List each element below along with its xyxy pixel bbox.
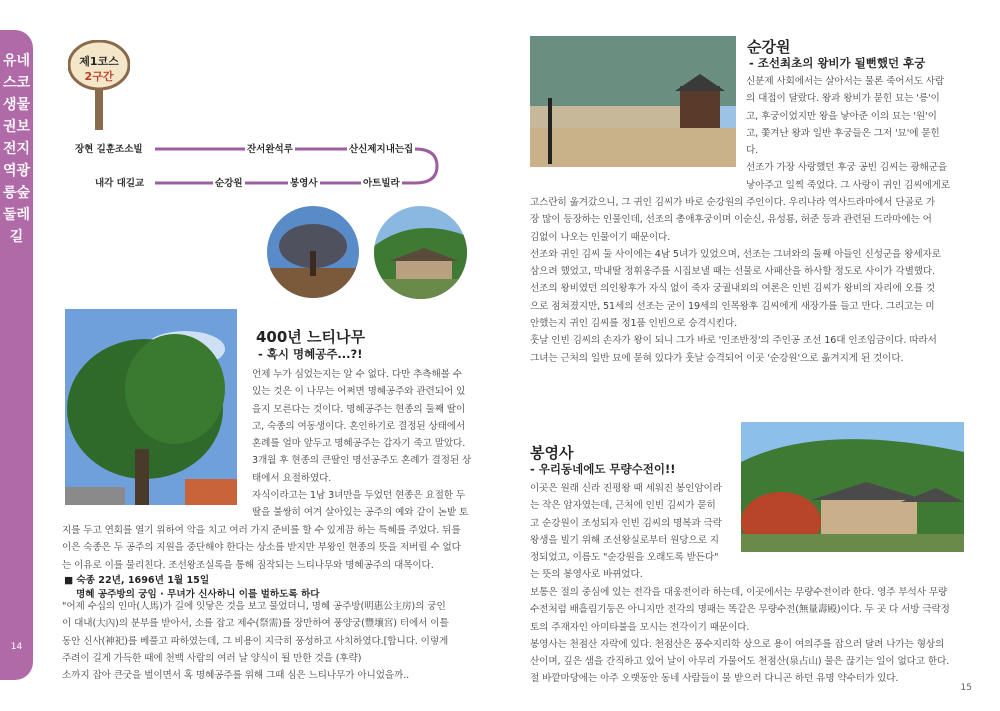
- bongyeongsa-photo: [741, 422, 964, 552]
- text-line: 선조의 왕비였던 의인왕후가 자식 없이 죽자 궁궐내외의 여론은 인빈 김씨가 왕비의 자리에 오를 것: [530, 283, 936, 295]
- text-line: 는 뜻의 봉영사로 바뀌었다.: [530, 569, 643, 581]
- text-line: 김없이 나오는 인물이기 때문이다.: [530, 231, 671, 243]
- text-line: 장 많이 등장하는 인물인데, 선조의 총애후궁이며 이순신, 유성룡, 허준 등과 관련된 드라마에는 어: [530, 214, 932, 226]
- tree-section-title: 400년 느티나무: [256, 328, 365, 346]
- route-stop: 아트빌라: [361, 175, 402, 189]
- tree-circle-photo: [267, 206, 359, 298]
- text-line: 이곳은 원래 신라 진평왕 때 세워진 봉인암이라: [530, 483, 722, 494]
- text-line: 이은 숙종은 두 공주의 지원을 중단해야 한다는 상소를 받지만 부왕인 현종의 뜻을 저버릴 수 없다: [62, 542, 461, 554]
- text-line: 훗날 인빈 김씨의 손자가 왕이 되니 그가 바로 '인조반정'의 주인공 조선 16대 인조임금이다. 따라서: [530, 335, 937, 347]
- sungangwon-subtitle: - 조선최초의 왕비가 될뻔했던 후궁: [749, 56, 926, 70]
- sungangwon-title: 순강원: [747, 38, 791, 56]
- course-sign-line2: 2구간: [84, 70, 114, 83]
- text-line: 이 대내(大內)의 분부를 받아서, 소를 잡고 제수(祭需)를 장만하여 풍양궁(豐壤宮) 터에서 이틀: [62, 618, 449, 630]
- tree-section-subtitle: - 혹시 명혜공주...?!: [258, 347, 363, 361]
- bongyeongsa-text-wide: [530, 584, 974, 688]
- route-stop: 산신제지내는집: [347, 141, 415, 155]
- text-line: 토의 주재자인 아미타불을 모시는 전각이기 때문이다.: [530, 621, 750, 633]
- record-subtitle: 명혜 공주방의 궁임 · 무녀가 신사하니 이를 벌하도록 하다: [76, 589, 320, 600]
- text-line: 의 대접이 달랐다. 왕과 왕비가 묻힌 묘는 '릉'이: [746, 93, 940, 105]
- text-line: 고스란히 옮겨갔으니, 그 귀인 김씨가 바로 순강원의 주인이다. 우리나라 역사드라마에서 단골로 가: [530, 197, 936, 208]
- page-number-left: 14: [10, 642, 23, 652]
- text-line: 고, 숙종의 여동생이다. 혼인하기로 결정된 상태에서: [252, 420, 466, 432]
- text-line: 3개월 후 현종의 큰딸인 명선공주도 혼례가 결정된 상: [252, 455, 472, 467]
- course-sign-line1: 제1코스: [79, 55, 119, 68]
- route-map: [65, 135, 445, 195]
- text-line: 있는 것은 이 나무는 어쩌면 명혜공주와 관련되어 있: [252, 386, 466, 398]
- text-line: 선조와 귀인 김씨 둘 사이에는 4남 5녀가 있었으며, 선조는 그녀와의 둘째 아들인 신성군을 왕세자로: [530, 248, 941, 260]
- text-line: 언제 누가 심었는지는 알 수 없다. 다만 추측해볼 수: [252, 369, 462, 380]
- text-line: 는 이유로 이를 물리친다. 조선왕조실록을 통해 짐작되는 느티나무와 명혜공주의 대목이다.: [62, 559, 434, 571]
- text-line: 수전처럼 배흘림기둥은 아니지만 전각의 명패는 똑같은 무량수전(無量壽殿)이다. 두 곳 다 서방 극락정: [530, 604, 950, 616]
- text-line: 왕생을 빌기 위해 조선왕실로부터 원당으로 지: [530, 534, 719, 546]
- text-line: 낳아주고 일찍 죽었다. 그 사랑이 귀인 김씨에게로: [746, 179, 950, 191]
- route-stop: 장현 길훈조소빌: [73, 141, 145, 155]
- text-line: 혼례를 얼마 앞두고 명혜공주는 갑자기 죽고 말았다.: [252, 438, 466, 450]
- text-line: 을지 모른다는 것이다. 명혜공주는 현종의 둘째 딸이: [252, 403, 466, 415]
- sungangwon-text-wide: [530, 194, 974, 367]
- text-line: 고 순강원이 조성되자 인빈 김씨의 명복과 극락: [530, 517, 722, 529]
- text-line: 으로 점쳐졌지만, 51세의 선조는 굳이 19세의 인목왕후 김씨에게 새장가를 들고 만다. 그리고는 미: [530, 300, 935, 312]
- route-stop: 잔서완석루: [245, 141, 295, 155]
- bongyeongsa-subtitle: - 우리동네에도 무량수전이!!: [530, 462, 676, 476]
- text-line: 산이며, 깊은 샘을 간직하고 있어 날이 아무리 가물어도 천점산(泉占山) 물은 끊기는 일이 없다고 한다.: [530, 656, 950, 668]
- text-line: 태에서 요절하였다.: [252, 472, 332, 484]
- text-line: 고, 후궁이었지만 왕을 낳아준 이의 묘는 '원'이: [746, 110, 937, 122]
- sidebar: [0, 30, 33, 680]
- tree-section-text-wide: [62, 522, 486, 574]
- zelkova-tree-photo: [65, 309, 237, 505]
- route-stop: 봉영사: [288, 175, 320, 189]
- text-line: 고, 쫓겨난 왕과 일반 후궁들은 그저 '묘'에 묻힌: [746, 127, 940, 139]
- temple-circle-photo: [374, 206, 467, 299]
- text-line: "어제 수십의 인마(人馬)가 길에 잇닿은 것을 보고 물었더니, 명혜 공주방(明惠公主房)의 궁인: [62, 601, 446, 612]
- text-line: 신분제 사회에서는 살아서는 물론 죽어서도 사람: [746, 76, 945, 87]
- text-line: 딸을 불쌍히 여겨 살아있는 공주의 예와 같이 논밭 토: [252, 507, 469, 519]
- page-number-right: 15: [960, 683, 972, 693]
- text-line: 는 작은 암자였는데, 근처에 인빈 김씨가 묻히: [530, 500, 716, 512]
- text-line: 정되었고, 이름도 "순강원을 오래도록 받든다": [530, 552, 719, 564]
- tree-section-text-narrow: [252, 366, 482, 522]
- text-line: 지를 두고 연회를 열기 위하여 악을 치고 여러 가지 준비를 할 수 있게끔 하는 특혜를 주었다. 뒤를: [62, 525, 461, 536]
- text-line: 다.: [746, 145, 759, 157]
- text-line: 자식이라고는 1남 3녀만을 두었던 현종은 요절한 두: [252, 490, 466, 502]
- text-line: 삼으려 했었고, 막내딸 정휘옹주를 시집보낼 때는 선물로 사패산을 하사할 정도로 사이가 각별했다.: [530, 266, 936, 278]
- text-line: 동안 신사(神祀)를 베풀고 파하였는데, 그 비용이 지극히 풍성하고 사치하였다.[합니다. 이렇게: [62, 635, 449, 647]
- record-title: ■ 숙종 22년, 1696년 1월 15일: [64, 575, 210, 586]
- bongyeongsa-text-narrow: [530, 480, 740, 584]
- sungangwon-text-narrow: [746, 73, 972, 194]
- text-line: 그녀는 근처의 일반 묘에 묻혀 있다가 훗날 승격되어 이곳 '순강원'으로 옮겨지게 된 것이다.: [530, 352, 904, 364]
- record-quote: [62, 598, 486, 684]
- text-line: 주려이 길게 가득한 때에 천백 사람의 여러 날 양식이 될 만한 것을 (후략): [62, 652, 362, 664]
- sungangwon-photo: [530, 36, 736, 167]
- text-line: 소까지 잡아 큰굿을 벌이면서 혹 명혜공주를 위해 그때 심은 느티나무가 아니었을까..: [62, 670, 410, 682]
- text-line: 보통은 절의 중심에 있는 전각을 대웅전이라 하는데, 이곳에서는 무량수전이라 한다. 영주 부석사 무량: [530, 587, 948, 598]
- course-sign: [68, 40, 130, 130]
- bongyeongsa-title: 봉영사: [530, 444, 574, 462]
- route-stop: 내각 대길교: [93, 175, 146, 189]
- route-stop: 순강원: [213, 175, 245, 189]
- text-line: 안했는지 귀인 김씨를 정1품 인빈으로 승격시킨다.: [530, 318, 738, 330]
- text-line: 절 바깥마당에는 아주 오랫동안 동네 사람들이 물 받으러 다니곤 하던 유명 약수터가 있다.: [530, 673, 899, 685]
- sidebar-title: 유네스코생물권보전지역광릉숲둘레길: [2, 53, 31, 245]
- text-line: 봉영사는 천점산 자락에 있다. 천점산은 풍수지리학 상으로 용이 여의주를 잡으러 달려 나가는 형상의: [530, 638, 945, 650]
- text-line: 선조가 가장 사랑했던 후궁 공빈 김씨는 광해군을: [746, 162, 948, 174]
